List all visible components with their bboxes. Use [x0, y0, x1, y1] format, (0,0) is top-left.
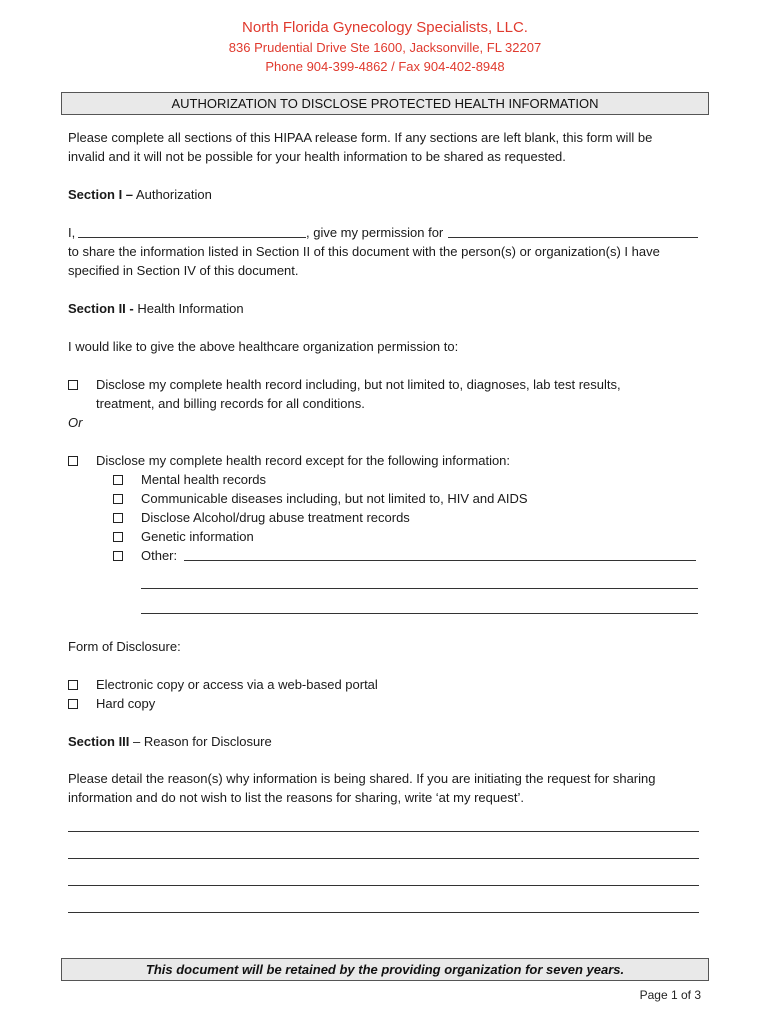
intro-line-1: Please complete all sections of this HIPAA release form. If any sections are left blank, this form will be: [68, 130, 653, 145]
electronic-copy-label: Electronic copy or access via a web-based portal: [96, 677, 378, 692]
section-3-heading: [68, 732, 272, 751]
section-1-label: Section I –: [68, 187, 134, 202]
option-full-record-line-2: treatment, and billing records for all conditions.: [96, 396, 365, 411]
section-2-prompt: I would like to give the above healthcare organization permission to:: [68, 339, 459, 354]
section-1-permission-text: , give my permission for: [306, 225, 444, 240]
section-2-heading: [68, 299, 244, 318]
form-of-disclosure-label: Form of Disclosure:: [68, 639, 181, 654]
patient-name-field[interactable]: [78, 237, 306, 238]
reason-field-line-1[interactable]: [68, 831, 699, 832]
section-3-line-1: Please detail the reason(s) why information is being shared. If you are initiating the request for sharing: [68, 771, 656, 786]
form-title: AUTHORIZATION TO DISCLOSE PROTECTED HEALTH INFORMATION: [61, 92, 709, 115]
letterhead: [0, 18, 770, 76]
exclusion-alcohol-drug-checkbox[interactable]: [113, 513, 123, 523]
exclusion-genetic-checkbox[interactable]: [113, 532, 123, 542]
exclusion-communicable-checkbox[interactable]: [113, 494, 123, 504]
intro-line-2: invalid and it will not be possible for your health information to be shared as requested.: [68, 149, 566, 164]
option-full-record-checkbox[interactable]: [68, 380, 78, 390]
exclusion-communicable-label: Communicable diseases including, but not limited to, HIV and AIDS: [141, 491, 528, 506]
option-full-record-line-1: Disclose my complete health record including, but not limited to, diagnoses, lab test results,: [96, 377, 621, 392]
exclusion-alcohol-drug-label: Disclose Alcohol/drug abuse treatment records: [141, 510, 410, 525]
section-2-name: Health Information: [133, 301, 244, 316]
hard-copy-checkbox[interactable]: [68, 699, 78, 709]
org-address: 836 Prudential Drive Ste 1600, Jacksonville, FL 32207: [228, 40, 542, 55]
hard-copy-label: Hard copy: [96, 696, 156, 711]
exclusion-mental-health-checkbox[interactable]: [113, 475, 123, 485]
organization-name-field[interactable]: [448, 237, 698, 238]
org-phone-fax: Phone 904-399-4862 / Fax 904-402-8948: [265, 59, 505, 74]
section-1-heading: [68, 185, 212, 204]
other-field-line-2[interactable]: [141, 588, 698, 589]
exclusion-other-label: Other:: [141, 548, 178, 563]
option-partial-record-label: Disclose my complete health record except for the following information:: [96, 453, 511, 468]
reason-field-line-4[interactable]: [68, 912, 699, 913]
section-3-label: Section III: [68, 734, 130, 749]
other-field-line-3[interactable]: [141, 613, 698, 614]
section-3-line-2: information and do not wish to list the reasons for sharing, write ‘at my request’.: [68, 790, 524, 805]
org-name: North Florida Gynecology Specialists, LLC.: [242, 19, 528, 36]
retention-notice: This document will be retained by the providing organization for seven years.: [61, 958, 709, 981]
exclusion-other-checkbox[interactable]: [113, 551, 123, 561]
section-2-label: Section II -: [68, 301, 134, 316]
section-3-name: – Reason for Disclosure: [129, 734, 272, 749]
electronic-copy-checkbox[interactable]: [68, 680, 78, 690]
other-field-line-1[interactable]: [184, 560, 696, 561]
option-partial-record-checkbox[interactable]: [68, 456, 78, 466]
or-label: Or: [68, 415, 83, 430]
exclusion-genetic-label: Genetic information: [141, 529, 254, 544]
reason-field-line-3[interactable]: [68, 885, 699, 886]
page-number: Page 1 of 3: [639, 988, 701, 1002]
section-1-name: Authorization: [133, 187, 212, 202]
reason-field-line-2[interactable]: [68, 858, 699, 859]
exclusion-mental-health-label: Mental health records: [141, 472, 267, 487]
section-1-i-label: I,: [68, 225, 76, 240]
section-1-line-2: to share the information listed in Section II of this document with the person(s) or organization(s) I have: [68, 244, 660, 259]
section-1-line-3: specified in Section IV of this document.: [68, 263, 299, 278]
